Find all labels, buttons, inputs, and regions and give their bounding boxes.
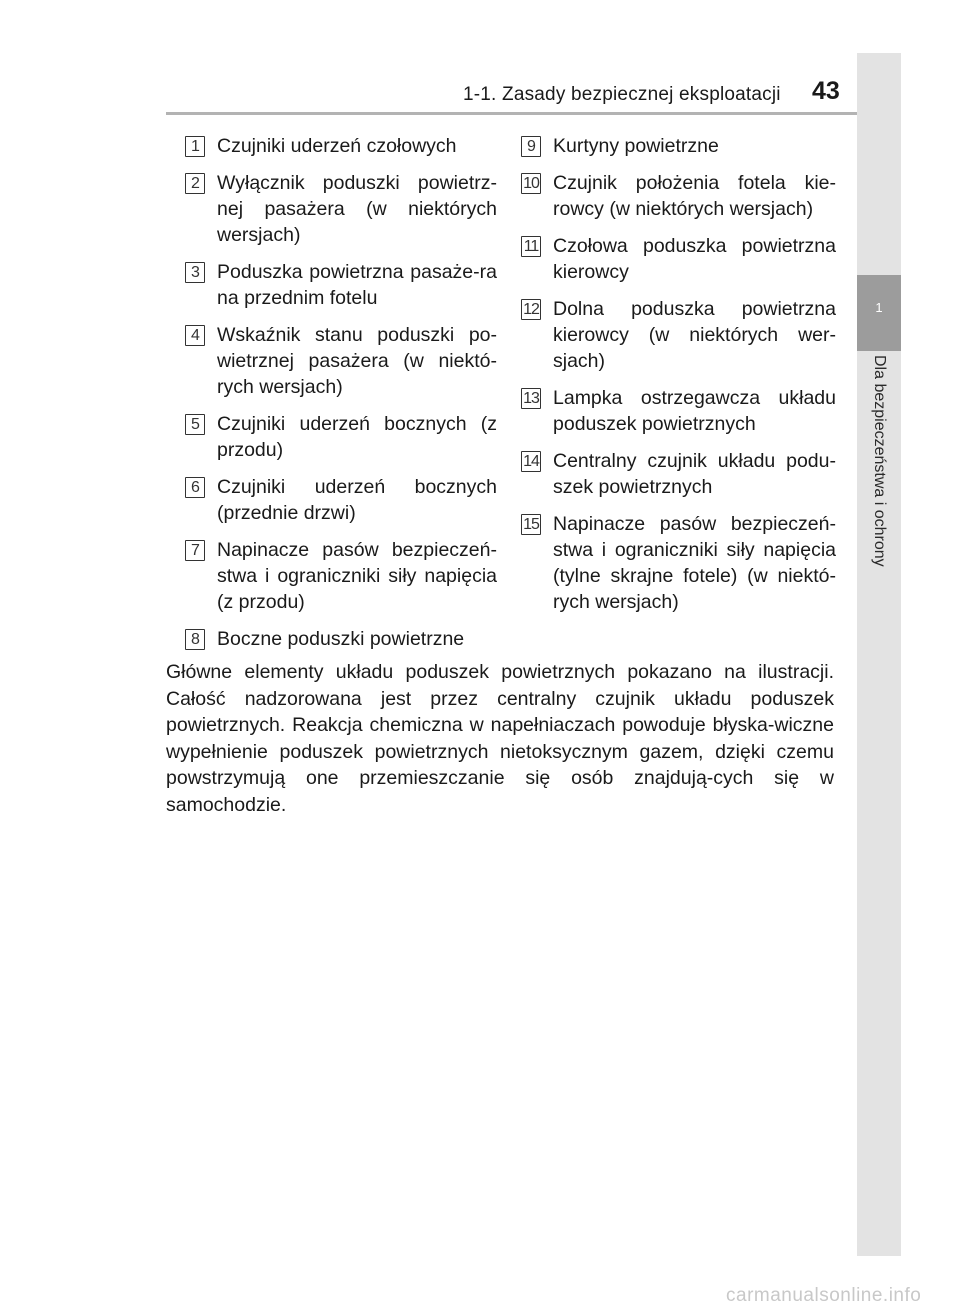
legend-text: Czołowa poduszka powietrzna kierowcy xyxy=(553,235,836,283)
legend-item xyxy=(521,385,836,437)
legend-number-badge: 3 xyxy=(185,262,205,283)
legend-item xyxy=(185,626,497,652)
legend-number-badge: 15 xyxy=(521,514,541,535)
legend-item xyxy=(185,411,497,463)
legend-number-badge: 8 xyxy=(185,629,205,650)
legend-text: Czujniki uderzeń bocznych (z przodu) xyxy=(217,413,497,461)
side-strip xyxy=(857,53,901,1256)
legend-number-badge: 6 xyxy=(185,477,205,498)
legend-number-badge: 5 xyxy=(185,414,205,435)
legend-item xyxy=(185,259,497,311)
legend-number-badge: 11 xyxy=(521,236,541,257)
legend-item xyxy=(521,511,836,615)
legend-number-badge: 13 xyxy=(521,388,541,409)
legend-text: Lampka ostrzegawcza układu poduszek powietrznych xyxy=(553,387,836,435)
legend-list-right xyxy=(521,133,836,626)
legend-text: Poduszka powietrzna pasaże-ra na przednim fotelu xyxy=(217,261,497,309)
body-paragraph: Główne elementy układu poduszek powietrznych pokazano na ilustracji. Całość nadzorowana jest przez centralny czujnik układu poduszek powietrznych. Reakcja chemiczna w napełniaczach powoduje błyska-wiczne wypełnienie poduszek powietrznych nietoksycznym gazem, dzięki czemu powstrzymują one przemieszczanie się osób znajdują-cych się w samochodzie. xyxy=(166,661,834,816)
legend-list-left xyxy=(185,133,497,663)
legend-text: Czujniki uderzeń bocznych (przednie drzwi) xyxy=(217,476,497,524)
legend-number-badge: 9 xyxy=(521,136,541,157)
legend-number-badge: 10 xyxy=(521,173,541,194)
section-title: 1-1. Zasady bezpiecznej eksploatacji xyxy=(463,84,781,105)
legend-number-badge: 4 xyxy=(185,325,205,346)
legend-item xyxy=(521,170,836,222)
legend-item xyxy=(521,233,836,285)
legend-text: Czujnik położenia fotela kie-rowcy (w niektórych wersjach) xyxy=(553,172,836,220)
legend-number-badge: 7 xyxy=(185,540,205,561)
legend-text: Kurtyny powietrzne xyxy=(553,135,719,157)
legend-item xyxy=(521,133,836,159)
legend-text: Napinacze pasów bezpieczeń-stwa i ograniczniki siły napięcia (tylne skrajne fotele) (w niektó-rych wersjach) xyxy=(553,513,836,613)
legend-text: Dolna poduszka powietrzna kierowcy (w niektórych wer-sjach) xyxy=(553,298,836,372)
legend-item xyxy=(185,133,497,159)
legend-text: Czujniki uderzeń czołowych xyxy=(217,135,457,157)
legend-item xyxy=(521,296,836,374)
legend-item xyxy=(185,170,497,248)
legend-number-badge: 14 xyxy=(521,451,541,472)
legend-text: Centralny czujnik układu podu-szek powietrznych xyxy=(553,450,836,498)
legend-number-badge: 1 xyxy=(185,136,205,157)
legend-item xyxy=(185,322,497,400)
page-number: 43 xyxy=(812,77,840,105)
chapter-title-text: Dla bezpieczeństwa i ochrony xyxy=(871,355,888,567)
legend-item xyxy=(521,448,836,500)
legend-item xyxy=(185,537,497,615)
legend-number-badge: 12 xyxy=(521,299,541,320)
chapter-tab-number: 1 xyxy=(875,300,883,315)
legend-item xyxy=(185,474,497,526)
legend-number-badge: 2 xyxy=(185,173,205,194)
watermark: carmanualsonline.info xyxy=(726,1285,922,1306)
legend-text: Wskaźnik stanu poduszki po-wietrznej pasażera (w niektó-rych wersjach) xyxy=(217,324,497,398)
legend-text: Boczne poduszki powietrzne xyxy=(217,628,465,650)
legend-text: Napinacze pasów bezpieczeń-stwa i ograniczniki siły napięcia (z przodu) xyxy=(217,539,497,613)
legend-text: Wyłącznik poduszki powietrz-nej pasażera (w niektórych wersjach) xyxy=(217,172,497,246)
header-divider xyxy=(166,112,901,115)
